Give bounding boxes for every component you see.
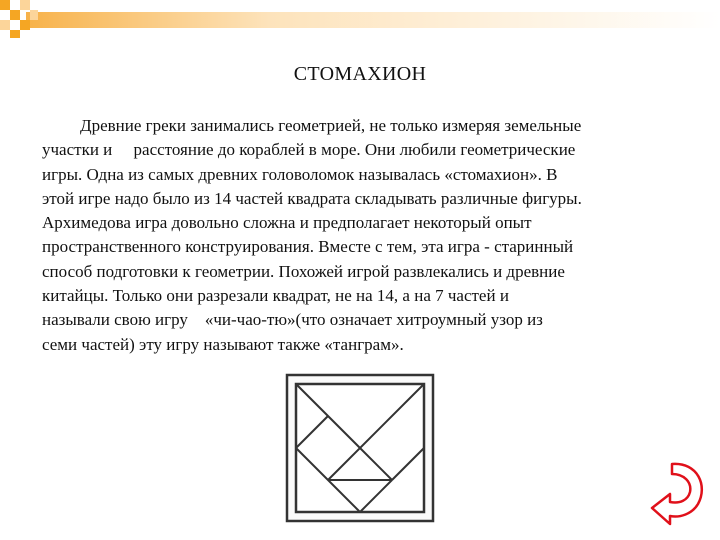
paragraph-line: этой игре надо было из 14 частей квадрата складывать различные фигуры. bbox=[42, 188, 582, 208]
paragraph-line: способ подготовки к геометрии. Похожей игрой развлекались и древние bbox=[42, 261, 565, 281]
curved-return-arrow-icon[interactable] bbox=[650, 458, 710, 526]
paragraph-line: игры. Одна из самых древних головоломок называлась «стомахион». В bbox=[42, 164, 558, 184]
paragraph-line: Архимедова игра довольно сложна и предполагает некоторый опыт bbox=[42, 213, 532, 233]
paragraph-line: семи частей) эту игру называют также «танграм». bbox=[42, 334, 404, 354]
decorative-header-band bbox=[0, 0, 720, 40]
body-paragraph bbox=[42, 114, 692, 357]
slide-title: СТОМАХИОН bbox=[293, 63, 427, 85]
paragraph-line: участки и расстояние до кораблей в море. Они любили геометрические bbox=[42, 140, 576, 160]
tangram-square-icon bbox=[285, 373, 435, 523]
paragraph-line: Древние греки занимались геометрией, не только измеряя земельные bbox=[80, 116, 582, 135]
paragraph-line: китайцы. Только они разрезали квадрат, не на 14, а на 7 частей и bbox=[42, 286, 509, 306]
paragraph-line: называли свою игру «чи-чао-тю»(что означает хитроумный узор из bbox=[42, 310, 543, 330]
paragraph-line: пространственного конструирования. Вместе с тем, эта игра - старинный bbox=[42, 237, 574, 257]
